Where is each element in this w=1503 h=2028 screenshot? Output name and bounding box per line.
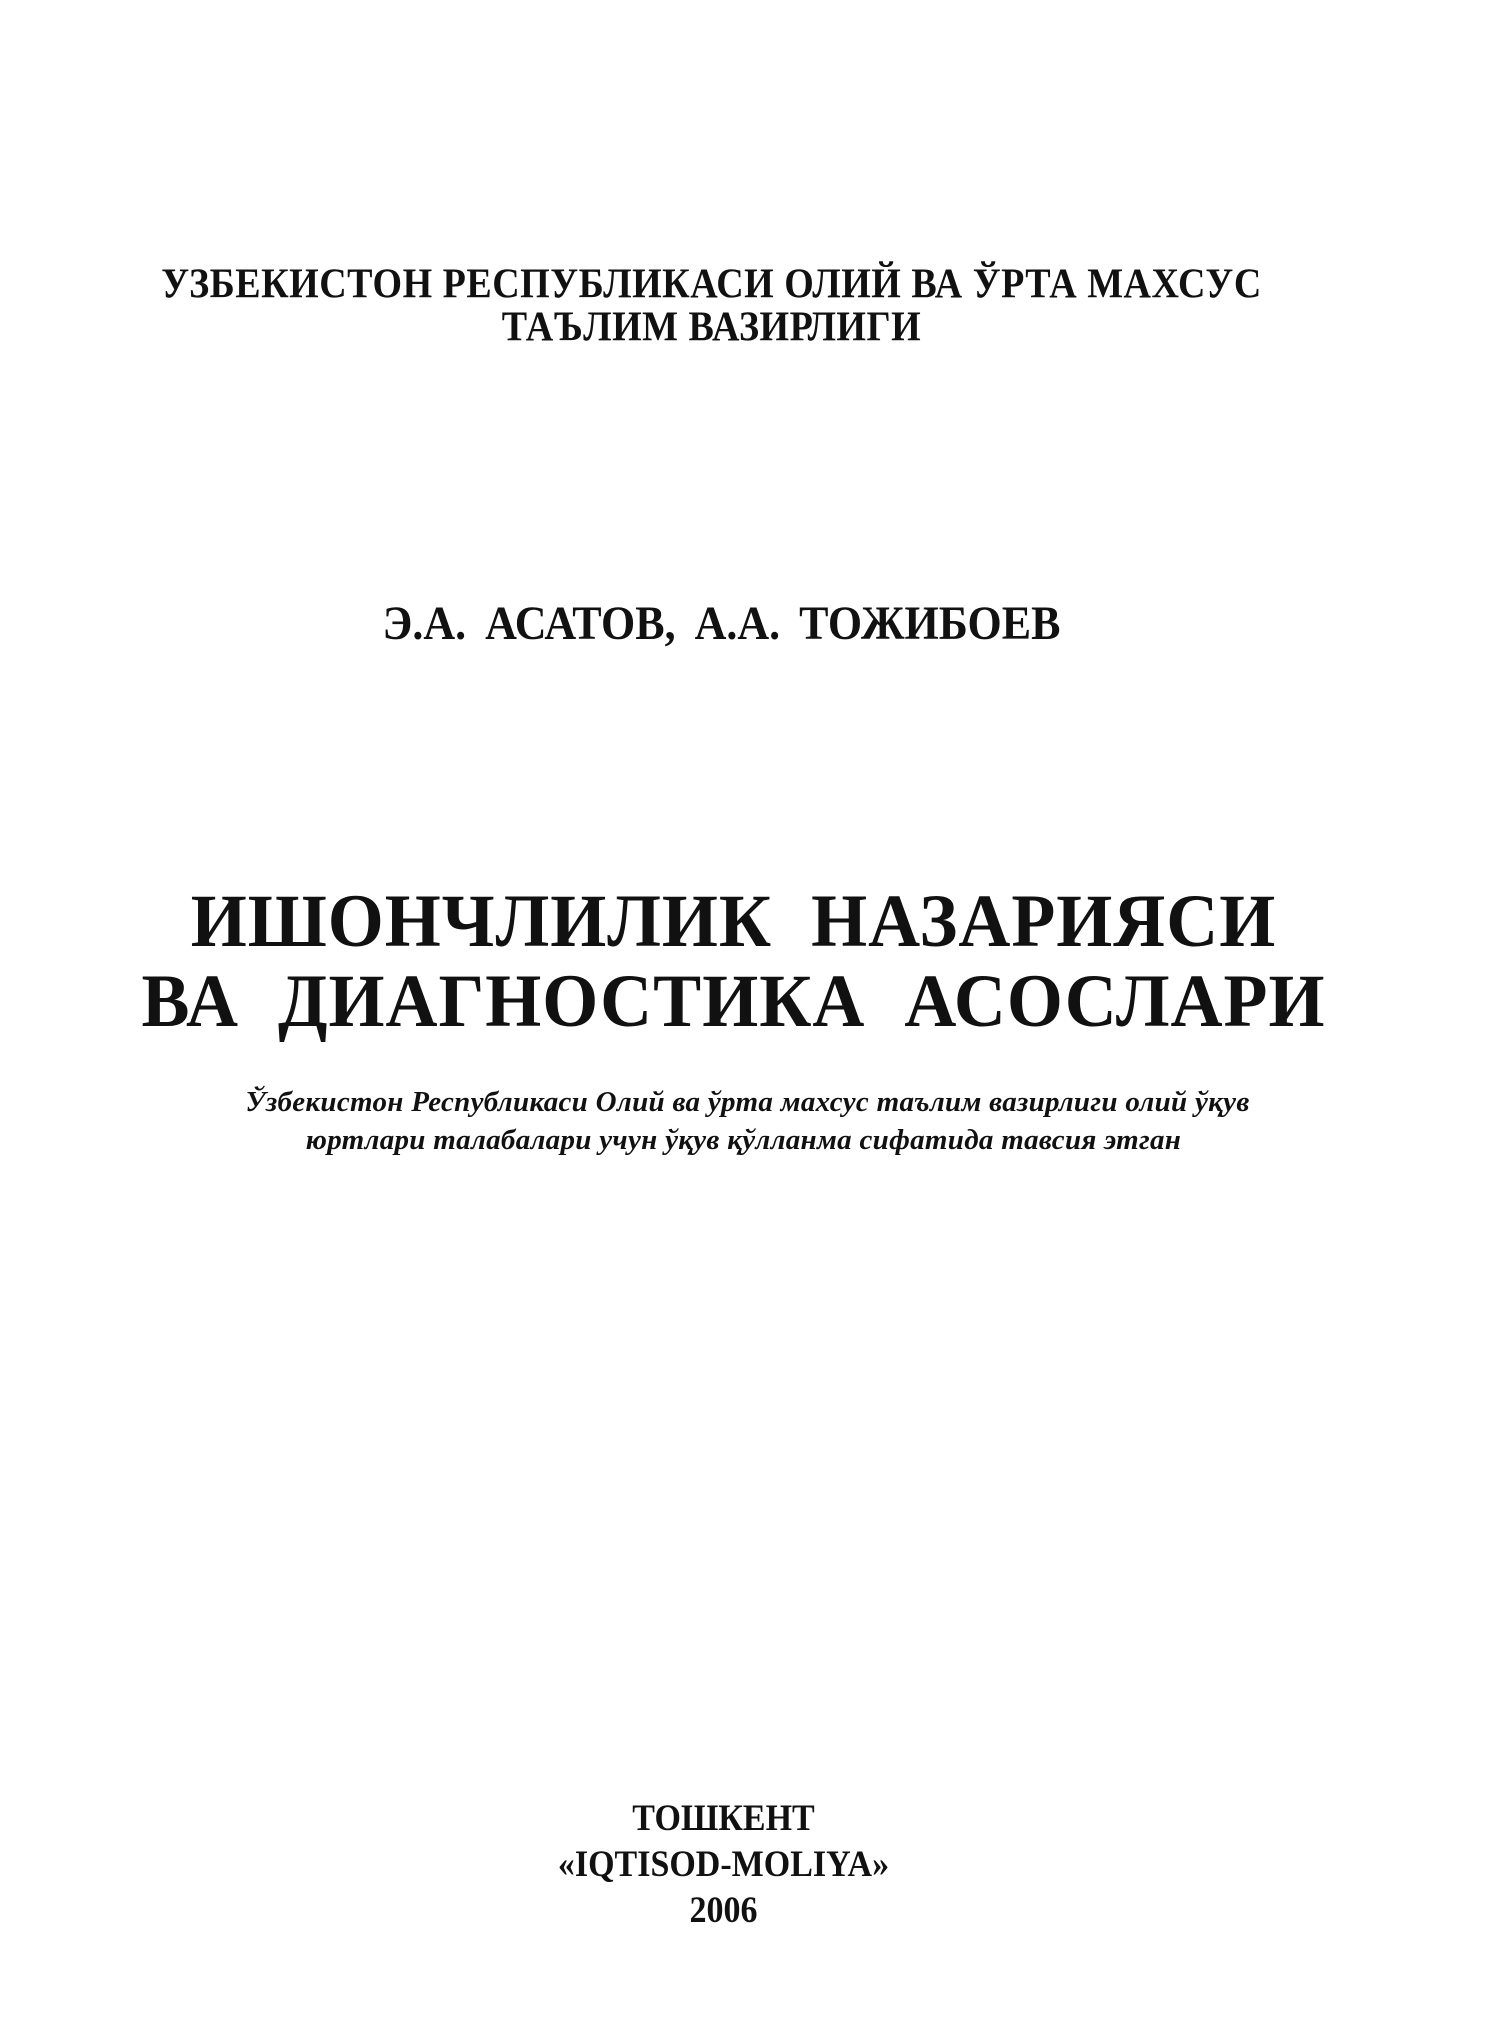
ministry-line-1: УЗБЕКИСТОН РЕСПУБЛИКАСИ ОЛИЙ ВА ЎРТА МАХСУС (161, 260, 1262, 308)
approval-note-line-1: Ўзбекистон Республикаси Олий ва ўрта махсус таълим вазирлиги олий ўқув (245, 1086, 1250, 1118)
ministry-line-2: ТАЪЛИМ ВАЗИРЛИГИ (501, 303, 922, 351)
book-title-line-2: ВА ДИАГНОСТИКА АСОСЛАРИ (141, 958, 1326, 1043)
imprint-year: 2006 (689, 1890, 758, 1931)
imprint-city: ТОШКЕНТ (632, 1798, 815, 1839)
book-title-line-1: ИШОНЧЛИЛИК НАЗАРИЯСИ (190, 878, 1277, 963)
imprint-publisher: «IQTISOD-MOLIYA» (557, 1844, 890, 1885)
authors: Э.А. АСАТОВ, А.А. ТОЖИБОЕВ (382, 597, 1061, 650)
approval-note-line-2: юртлари талабалари учун ўқув қўлланма сифатида тавсия этган (305, 1124, 1182, 1156)
